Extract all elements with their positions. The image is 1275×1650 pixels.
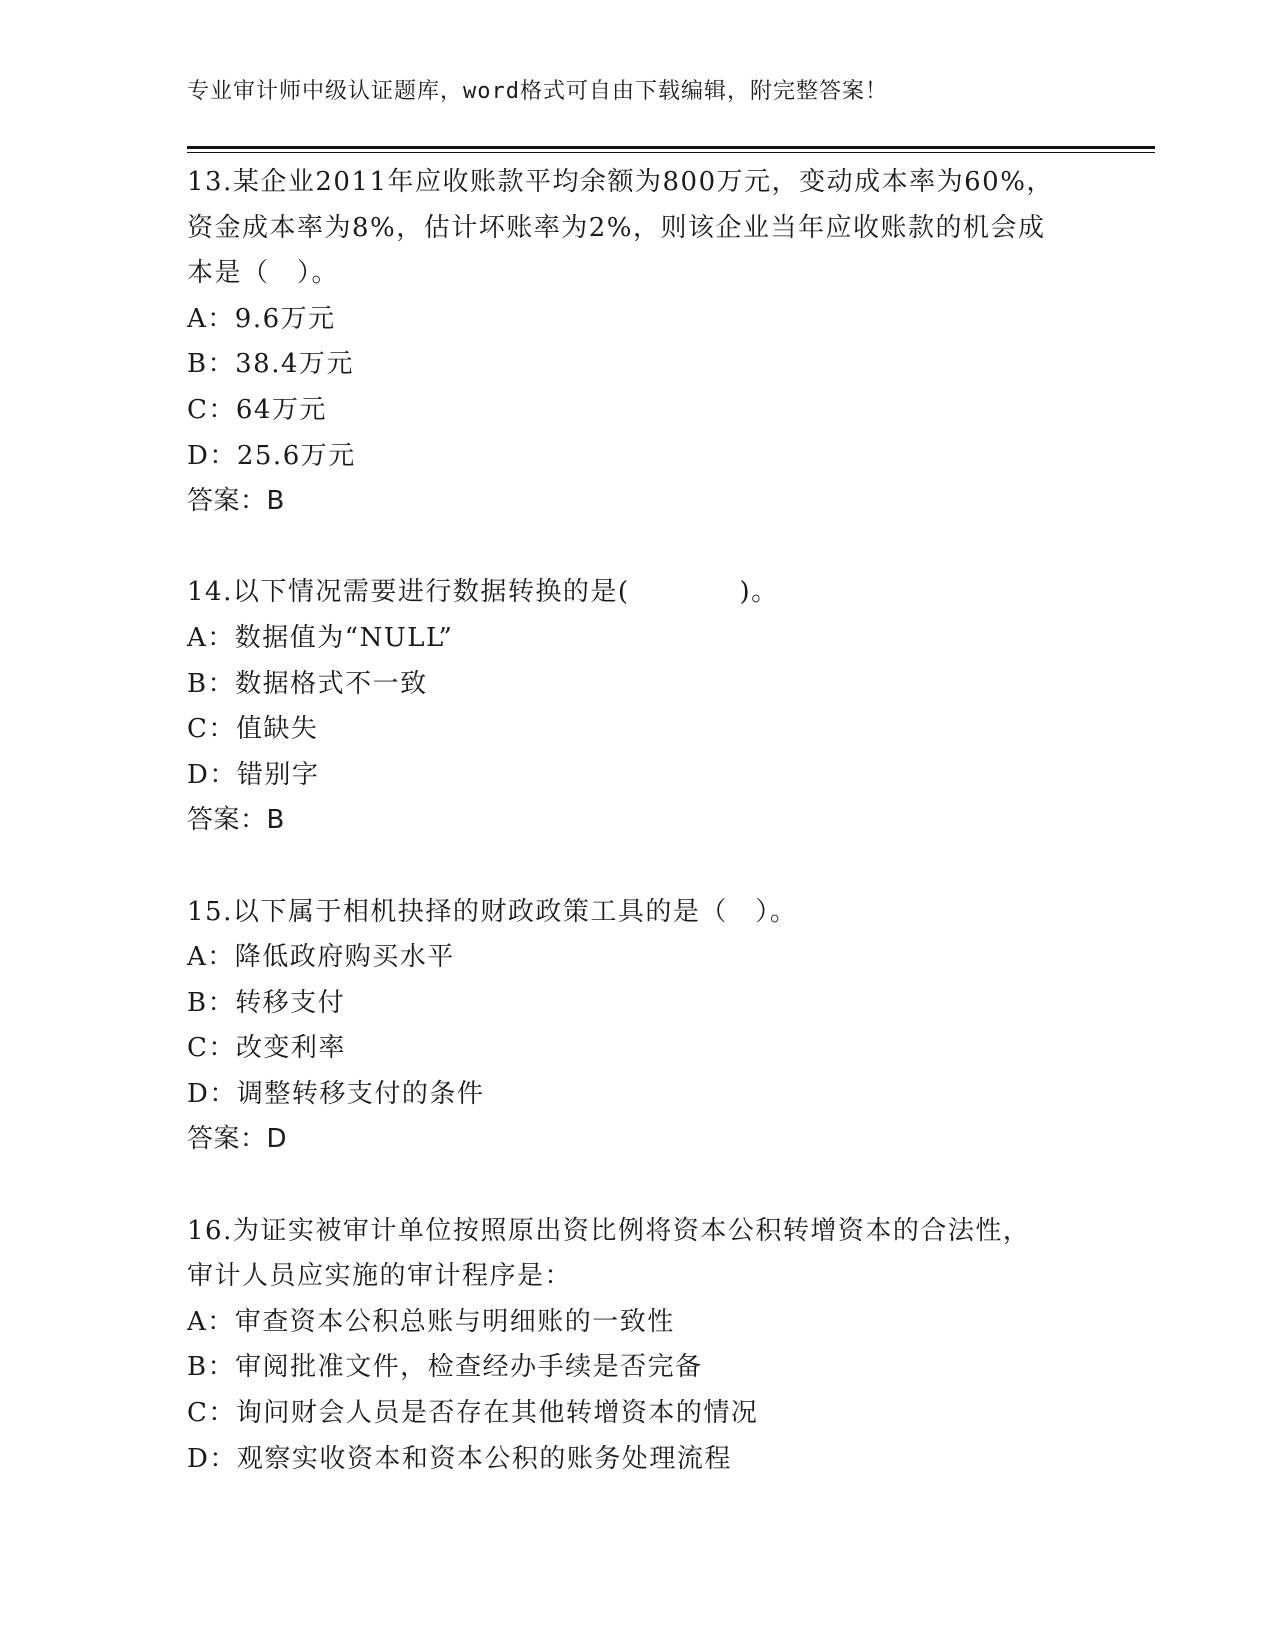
option-c: C：64万元: [187, 394, 327, 425]
answer: 答案：D: [187, 1124, 288, 1155]
option-d: D：调整转移支付的条件: [187, 1078, 485, 1109]
question-14: [187, 570, 1087, 844]
option-b: B：审阅批准文件，检查经办手续是否完备: [187, 1352, 703, 1383]
header-rule-thin: [187, 152, 1155, 153]
question-stem: 资金成本率为8%，估计坏账率为2%，则该企业当年应收账款的机会成: [187, 212, 1046, 243]
option-b: B：数据格式不一致: [187, 668, 428, 699]
spacer: [187, 1163, 1087, 1209]
option-b: B：转移支付: [187, 987, 346, 1018]
page-header: 专业审计师中级认证题库，word格式可自由下载编辑，附完整答案！: [187, 79, 888, 104]
answer: 答案：B: [187, 486, 285, 517]
option-c: C：询问财会人员是否存在其他转增资本的情况: [187, 1398, 759, 1429]
header-rule-thick: [187, 146, 1155, 149]
question-list: [187, 160, 1087, 1482]
option-a: A：审查资本公积总账与明细账的一致性: [187, 1306, 675, 1337]
question-13: [187, 160, 1087, 525]
question-stem: 审计人员应实施的审计程序是：: [187, 1261, 573, 1292]
option-c: C：值缺失: [187, 714, 319, 745]
option-d: D：25.6万元: [187, 440, 356, 471]
option-c: C：改变利率: [187, 1033, 346, 1064]
question-stem: 15.以下属于相机抉择的财政政策工具的是（ ）。: [187, 896, 798, 927]
option-a: A：降低政府购买水平: [187, 942, 455, 973]
question-15: [187, 890, 1087, 1164]
question-stem: 本是（ ）。: [187, 258, 340, 289]
question-stem: 16.为证实被审计单位按照原出资比例将资本公积转增资本的合法性，: [187, 1215, 1031, 1246]
question-stem: 13.某企业2011年应收账款平均余额为800万元，变动成本率为60%，: [187, 167, 1054, 197]
question-16: [187, 1209, 1087, 1483]
option-d: D：错别字: [187, 759, 320, 790]
option-a: A：9.6万元: [187, 303, 336, 334]
answer: 答案：B: [187, 805, 285, 836]
option-b: B：38.4万元: [187, 349, 354, 380]
spacer: [187, 525, 1087, 571]
question-stem: 14.以下情况需要进行数据转换的是( )。: [187, 577, 779, 608]
spacer: [187, 844, 1087, 890]
option-d: D：观察实收资本和资本公积的账务处理流程: [187, 1443, 732, 1474]
option-a: A：数据值为“NULL”: [187, 622, 454, 653]
